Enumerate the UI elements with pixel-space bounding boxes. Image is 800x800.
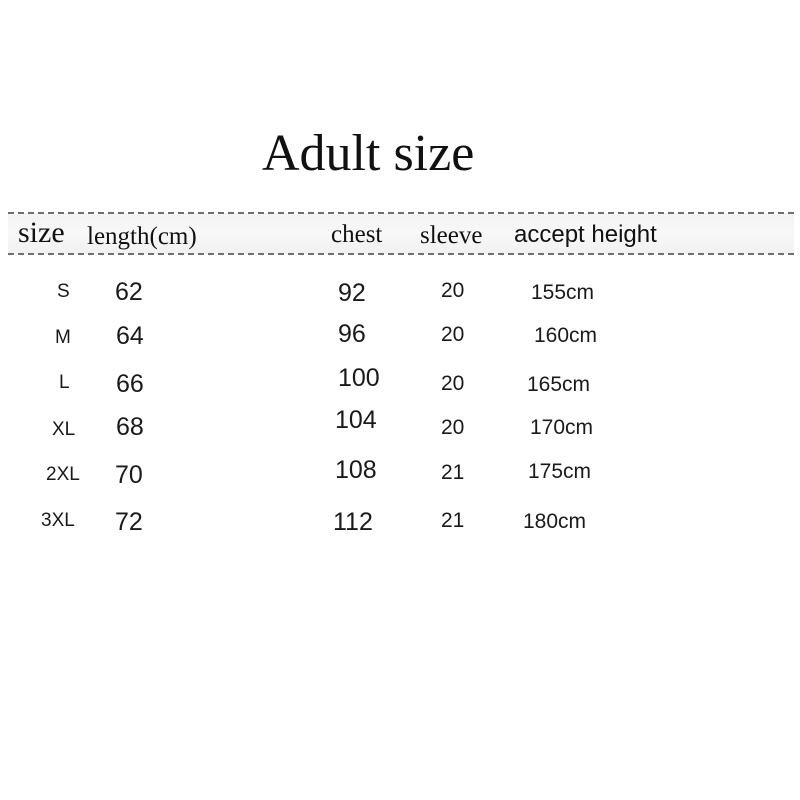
row-chest-cell: 92 — [338, 279, 366, 307]
row-length-cell: 62 — [115, 278, 143, 306]
row-height-cell: 165cm — [527, 373, 591, 396]
row-height-cell: 160cm — [534, 324, 598, 347]
column-header-size: size — [18, 216, 65, 249]
row-length-cell: 68 — [116, 413, 144, 441]
page-title: Adult size — [262, 125, 475, 182]
row-sleeve-cell: 21 — [441, 509, 465, 532]
row-length-cell: 70 — [115, 461, 143, 489]
row-chest-cell: 104 — [335, 406, 377, 434]
row-chest-cell: 112 — [333, 508, 373, 536]
row-size-cell: 3XL — [41, 510, 75, 531]
column-header-sleeve: sleeve — [420, 222, 483, 249]
row-size-cell: L — [59, 372, 70, 393]
row-length-cell: 64 — [116, 322, 144, 350]
row-sleeve-cell: 21 — [441, 461, 465, 484]
row-height-cell: 175cm — [528, 460, 592, 483]
row-chest-cell: 100 — [338, 364, 380, 392]
row-height-cell: 155cm — [531, 281, 595, 304]
row-height-cell: 170cm — [530, 416, 594, 439]
header-bottom-divider — [8, 253, 794, 255]
column-header-accept-height: accept height — [514, 221, 657, 248]
row-size-cell: 2XL — [46, 464, 80, 485]
row-sleeve-cell: 20 — [441, 416, 465, 439]
row-sleeve-cell: 20 — [441, 372, 465, 395]
row-chest-cell: 108 — [335, 456, 377, 484]
row-sleeve-cell: 20 — [441, 323, 465, 346]
row-size-cell: S — [57, 281, 70, 302]
column-header-length: length(cm) — [87, 223, 197, 250]
row-height-cell: 180cm — [523, 510, 587, 533]
row-size-cell: XL — [52, 419, 76, 440]
row-length-cell: 72 — [115, 508, 143, 536]
row-size-cell: M — [55, 327, 71, 348]
column-header-chest: chest — [331, 221, 383, 248]
row-chest-cell: 96 — [338, 320, 366, 348]
row-length-cell: 66 — [116, 370, 144, 398]
row-sleeve-cell: 20 — [441, 279, 465, 302]
header-top-divider — [8, 212, 794, 214]
